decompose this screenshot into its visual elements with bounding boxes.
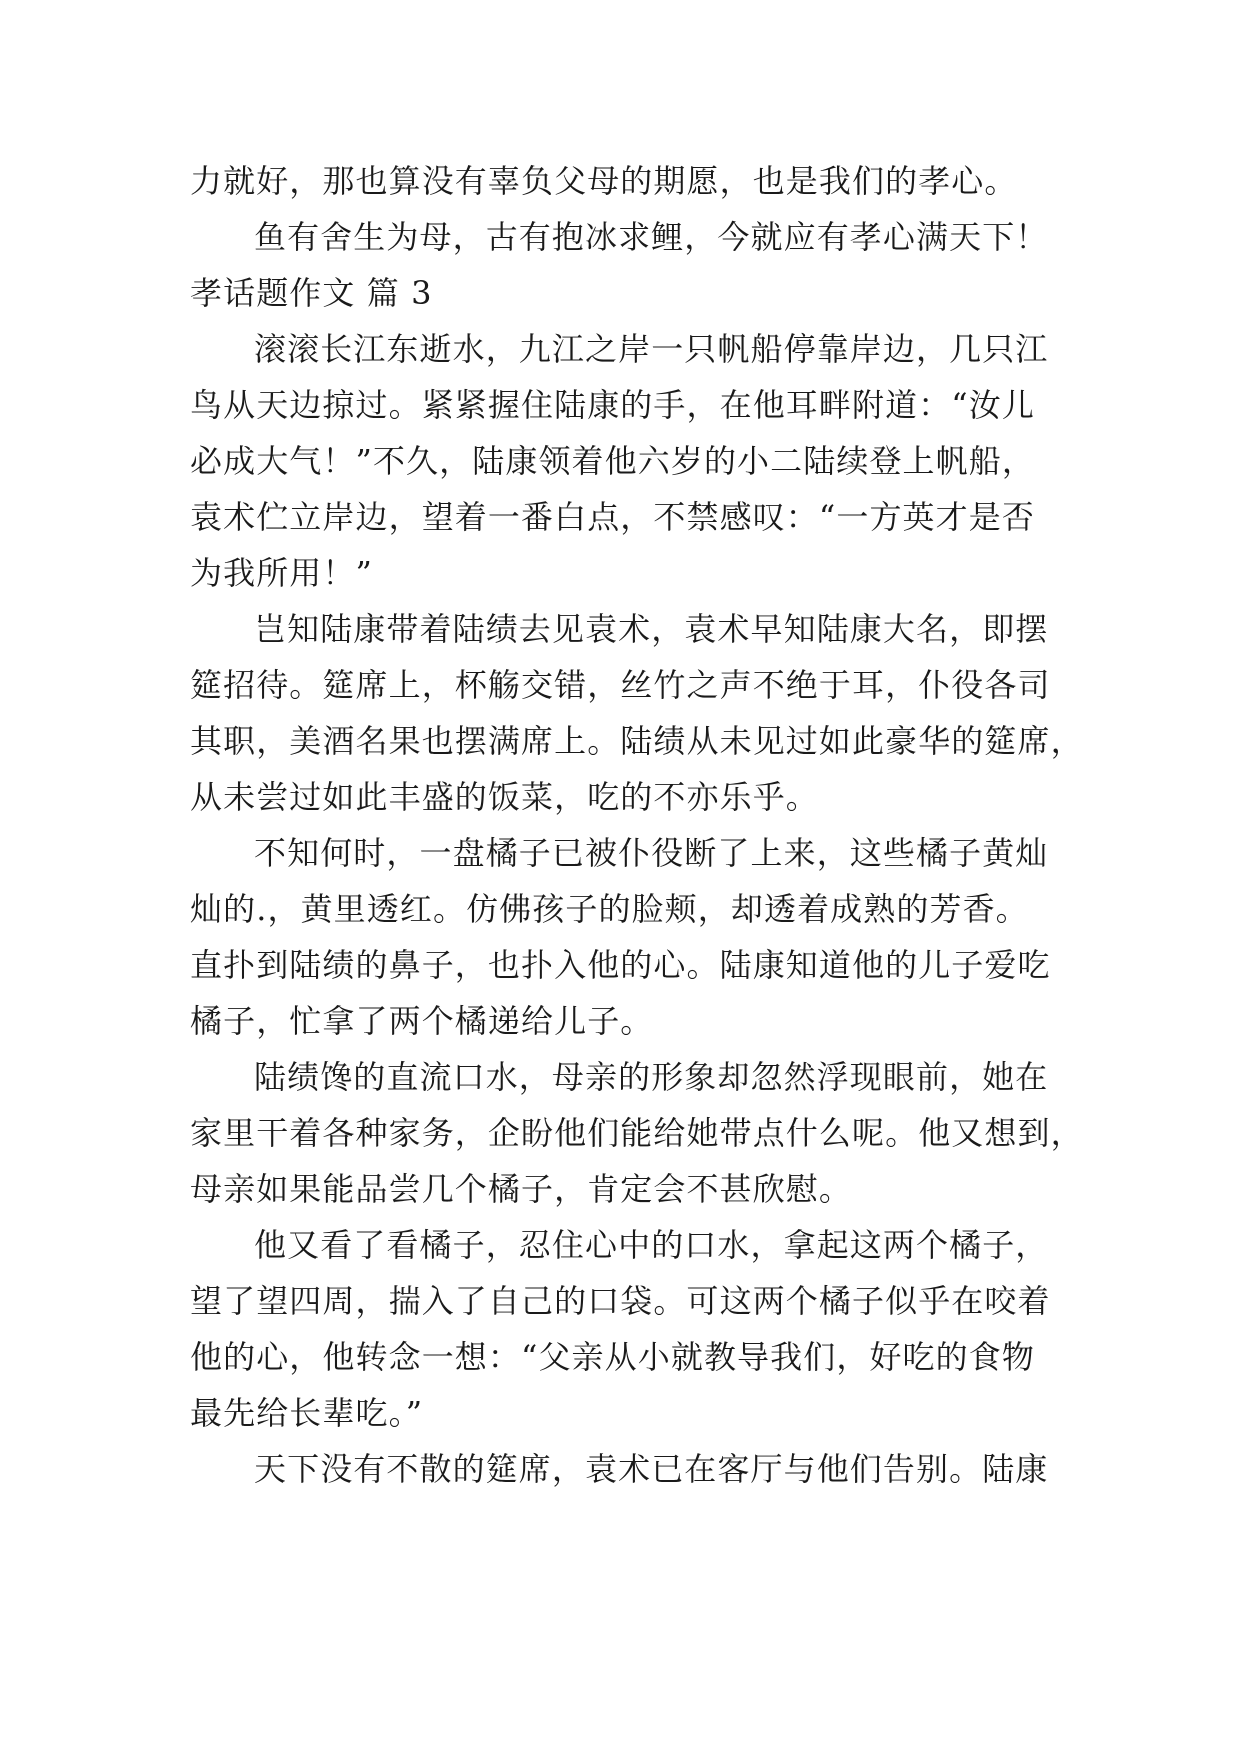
paragraph-line: 母亲如果能品尝几个橘子，肯定会不甚欣慰。 xyxy=(190,1170,853,1208)
paragraph-line: 力就好，那也算没有辜负父母的期愿，也是我们的孝心。 xyxy=(190,162,1018,200)
paragraph-line: 从未尝过如此丰盛的饭菜，吃的不亦乐乎。 xyxy=(190,778,819,816)
paragraph-line: 必成大气！”不久，陆康领着他六岁的小二陆续登上帆船， xyxy=(190,442,1035,480)
paragraph-line: 其职，美酒名果也摆满席上。陆绩从未见过如此豪华的筵席， xyxy=(190,722,1084,760)
document-page xyxy=(190,153,1084,1497)
paragraph-line: 不知何时，一盘橘子已被仆役断了上来，这些橘子黄灿 xyxy=(254,834,1049,872)
paragraph-3 xyxy=(190,825,1058,1049)
paragraph-line: 陆绩馋的直流口水，母亲的形象却忽然浮现眼前，她在 xyxy=(254,1058,1049,1096)
paragraph-line: 望了望四周，揣入了自己的口袋。可这两个橘子似乎在咬着 xyxy=(190,1282,1051,1320)
paragraph-line: 他又看了看橘子，忍住心中的口水，拿起这两个橘子， xyxy=(254,1226,1049,1264)
paragraph-line: 鱼有舍生为母，古有抱冰求鲤，今就应有孝心满天下！ xyxy=(254,218,1049,256)
paragraph-line: 天下没有不散的筵席，袁术已在客厅与他们告别。陆康 xyxy=(254,1450,1049,1488)
paragraph-line: 直扑到陆绩的鼻子，也扑入他的心。陆康知道他的儿子爱吃 xyxy=(190,946,1051,984)
paragraph-line: 家里干着各种家务，企盼他们能给她带点什么呢。他又想到， xyxy=(190,1114,1084,1152)
paragraph-line: 橘子，忙拿了两个橘递给儿子。 xyxy=(190,1002,654,1040)
paragraph-6 xyxy=(190,1441,1058,1497)
paragraph-2 xyxy=(190,601,1084,825)
paragraph-line: 他的心，他转念一想：“父亲从小就教导我们，好吃的食物 xyxy=(190,1338,1035,1376)
paragraph-1 xyxy=(190,321,1058,601)
paragraph-line: 最先给长辈吃。” xyxy=(190,1394,424,1432)
paragraph-5 xyxy=(190,1217,1058,1441)
paragraph-line: 为我所用！” xyxy=(190,554,373,592)
paragraph-line: 岂知陆康带着陆绩去见袁术，袁术早知陆康大名，即摆 xyxy=(254,610,1049,648)
paragraph-4 xyxy=(190,1049,1084,1217)
paragraph-line: 灿的.，黄里透红。仿佛孩子的脸颊，却透着成熟的芳香。 xyxy=(190,890,1029,928)
section-heading: 孝话题作文 篇 3 xyxy=(190,274,433,312)
paragraph-line: 袁术伫立岸边，望着一番白点，不禁感叹：“一方英才是否 xyxy=(190,498,1035,536)
paragraph-line: 滚滚长江东逝水，九江之岸一只帆船停靠岸边，几只江 xyxy=(254,330,1049,368)
paragraph-line: 筵招待。筵席上，杯觞交错，丝竹之声不绝于耳，仆役各司 xyxy=(190,666,1051,704)
paragraph-line: 鸟从天边掠过。紧紧握住陆康的手，在他耳畔附道：“汝儿 xyxy=(190,386,1035,424)
